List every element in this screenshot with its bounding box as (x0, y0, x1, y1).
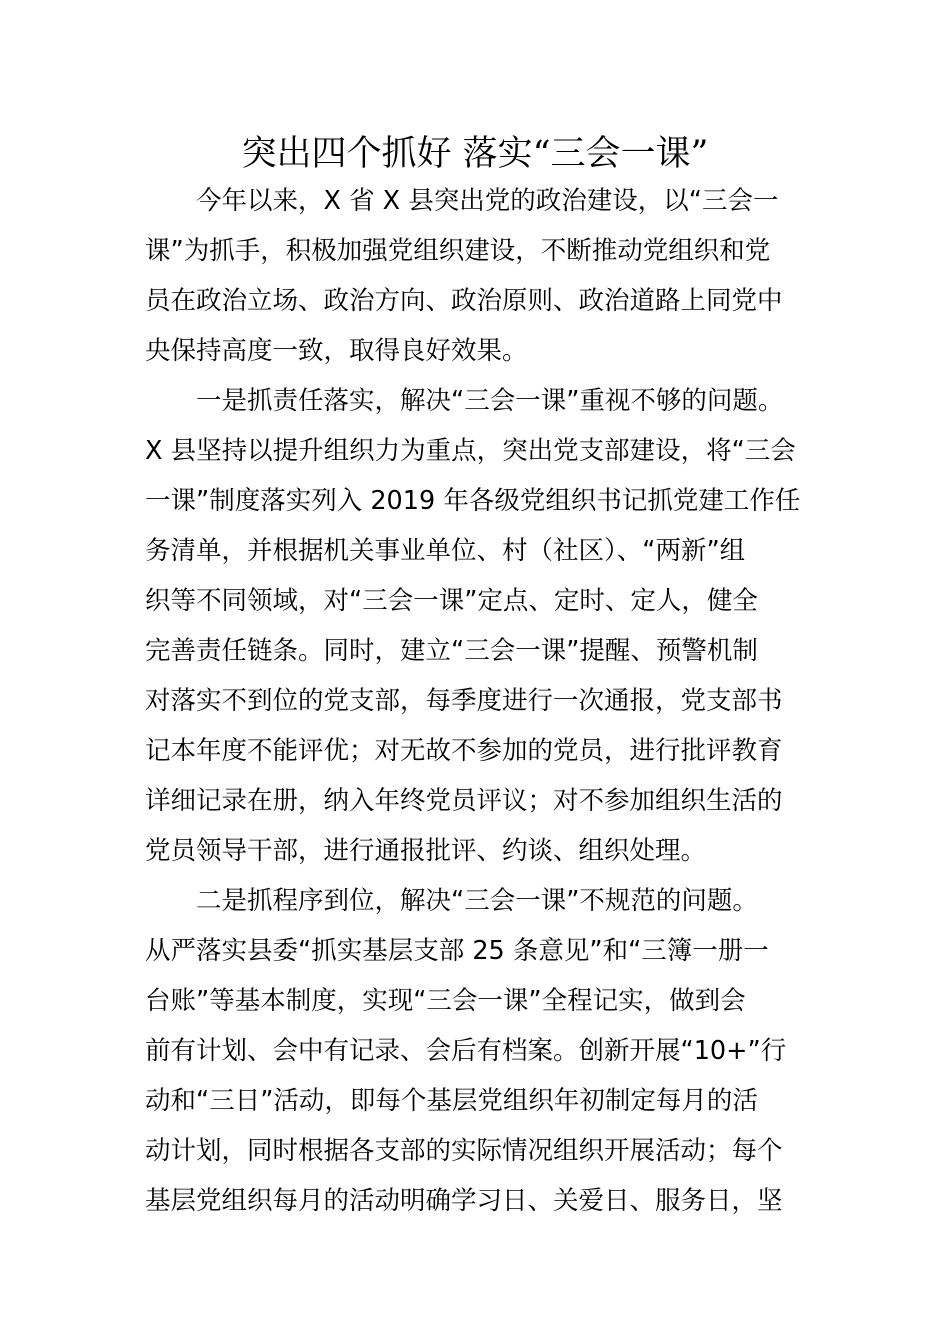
paragraph-line: 织等不同领域，对“三会一课”定点、定时、定人，健全 (145, 586, 758, 616)
paragraph-line: 央保持高度一致，取得良好效果。 (145, 336, 528, 366)
paragraph-line: 基层党组织每月的活动明确学习日、关爱日、服务日，坚 (145, 1186, 783, 1216)
document-body (145, 176, 810, 1226)
paragraph-line: X 县坚持以提升组织力为重点，突出党支部建设，将“三会 (145, 436, 796, 466)
paragraph-line: 台账”等基本制度，实现“三会一课”全程记实，做到会 (145, 986, 746, 1016)
paragraph-line: 记本年度不能评优；对无故不参加的党员，进行批评教育 (145, 736, 783, 766)
paragraph-line: 一是抓责任落实，解决“三会一课”重视不够的问题。 (196, 386, 784, 416)
paragraph-line: 二是抓程序到位，解决“三会一课”不规范的问题。 (196, 886, 758, 916)
paragraph-line: 动和“三日”活动，即每个基层党组织年初制定每月的活 (145, 1086, 758, 1116)
paragraph-line: 从严落实县委“抓实基层支部 25 条意见”和“三簿一册一 (145, 936, 769, 966)
paragraph-line: 详细记录在册，纳入年终党员评议；对不参加组织生活的 (145, 786, 783, 816)
document-title: 突出四个抓好 落实“三会一课” (241, 134, 709, 174)
paragraph-line: 员在政治立场、政治方向、政治原则、政治道路上同党中 (145, 286, 783, 316)
paragraph-line: 一课”制度落实列入 2019 年各级党组织书记抓党建工作任 (145, 486, 801, 516)
paragraph-line: 今年以来，X 省 X 县突出党的政治建设，以“三会一 (196, 186, 779, 216)
paragraph-line: 完善责任链条。同时，建立“三会一课”提醒、预警机制 (145, 636, 758, 666)
paragraph-line: 动计划，同时根据各支部的实际情况组织开展活动；每个 (145, 1136, 783, 1166)
paragraph-line: 对落实不到位的党支部，每季度进行一次通报，党支部书 (145, 686, 783, 716)
paragraph-line: 务清单，并根据机关事业单位、村（社区）、“两新”组 (145, 536, 746, 566)
paragraph-line: 前有计划、会中有记录、会后有档案。创新开展“10+”行 (145, 1036, 787, 1066)
paragraph-line: 党员领导干部，进行通报批评、约谈、组织处理。 (145, 836, 707, 866)
paragraph-line: 课”为抓手，积极加强党组织建设，不断推动党组织和党 (145, 236, 771, 266)
